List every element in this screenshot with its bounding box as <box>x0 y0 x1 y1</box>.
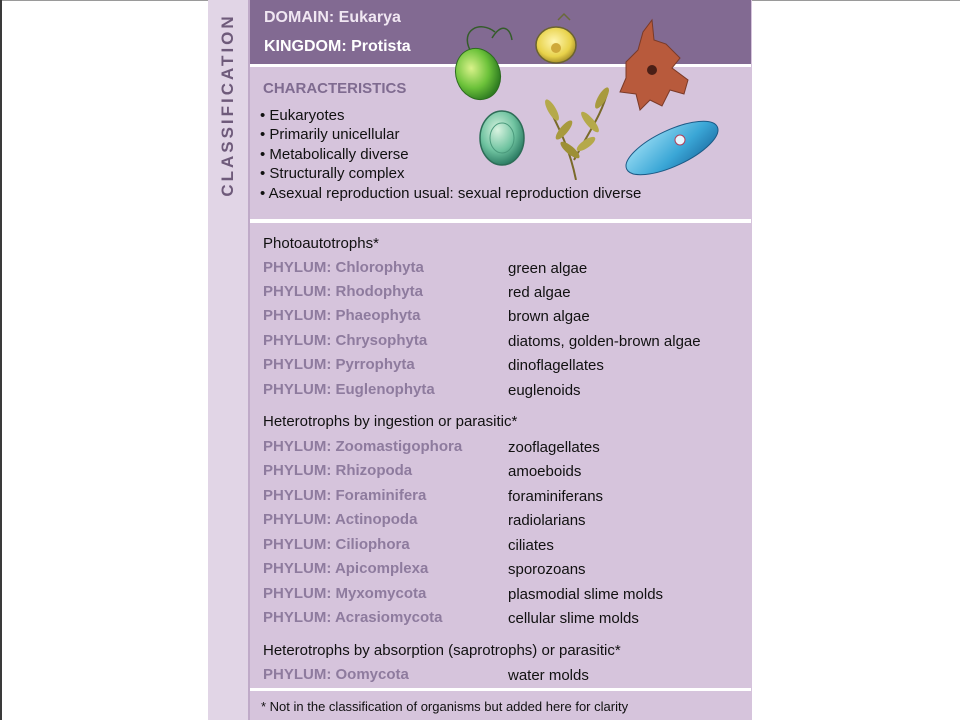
phylum-label: PHYLUM: Pyrrophyta <box>263 356 415 373</box>
diatom-icon <box>536 14 576 63</box>
section-divider <box>250 219 751 223</box>
common-name: ciliates <box>508 537 554 554</box>
common-name: diatoms, golden-brown algae <box>508 333 701 350</box>
green-alga-icon <box>448 27 512 106</box>
list-item: • Metabolically diverse <box>260 145 409 163</box>
common-name: water molds <box>508 667 589 684</box>
domain-title: DOMAIN: Eukarya <box>264 9 401 26</box>
common-name: zooflagellates <box>508 439 600 456</box>
phylum-label: PHYLUM: Euglenophyta <box>263 381 435 398</box>
group-title-photoautotrophs: Photoautotrophs* <box>263 235 379 252</box>
protist-illustrations <box>440 10 740 180</box>
phylum-label: PHYLUM: Myxomycota <box>263 585 427 602</box>
phylum-label: PHYLUM: Chrysophyta <box>263 332 428 349</box>
list-item: • Primarily unicellular <box>260 126 400 144</box>
common-name: radiolarians <box>508 512 586 529</box>
phylum-label: PHYLUM: Acrasiomycota <box>263 609 443 626</box>
characteristics-title: CHARACTERISTICS <box>263 80 407 97</box>
common-name: green algae <box>508 260 588 277</box>
phylum-label: PHYLUM: Rhizopoda <box>263 462 413 479</box>
common-name: cellular slime molds <box>508 610 639 627</box>
common-name: amoeboids <box>508 463 582 480</box>
footnote-divider <box>250 688 751 691</box>
amoeba-icon <box>620 20 688 110</box>
seaweed-icon <box>543 86 612 180</box>
left-border <box>0 0 2 720</box>
list-item: • Asexual reproduction usual: sexual reproduction diverse <box>260 184 642 202</box>
sidebar-label: CLASSIFICATION <box>218 13 237 197</box>
kingdom-title: KINGDOM: Protista <box>264 38 411 55</box>
phylum-label: PHYLUM: Foraminifera <box>263 487 427 504</box>
common-name: foraminiferans <box>508 488 604 505</box>
phylum-label: PHYLUM: Apicomplexa <box>263 560 429 577</box>
list-item: • Structurally complex <box>260 165 405 183</box>
phylum-label: PHYLUM: Rhodophyta <box>263 283 423 300</box>
phylum-label: PHYLUM: Ciliophora <box>263 536 410 553</box>
phylum-label: PHYLUM: Actinopoda <box>263 511 418 528</box>
common-name: sporozoans <box>508 561 586 578</box>
common-name: red algae <box>508 284 571 301</box>
list-item: • Eukaryotes <box>260 107 345 124</box>
common-name: euglenoids <box>508 382 581 399</box>
green-cell-icon <box>480 111 524 165</box>
group-title-heterotrophs-ingestion: Heterotrophs by ingestion or parasitic* <box>263 413 518 430</box>
phylum-label: PHYLUM: Phaeophyta <box>263 307 421 324</box>
phylum-label: PHYLUM: Chlorophyta <box>263 259 424 276</box>
common-name: brown algae <box>508 308 590 325</box>
paramecium-icon <box>619 111 725 180</box>
group-title-heterotrophs-absorption: Heterotrophs by absorption (saprotrophs) or parasitic* <box>263 642 621 659</box>
phylum-label: PHYLUM: Oomycota <box>263 666 409 683</box>
common-name: dinoflagellates <box>508 357 604 374</box>
common-name: plasmodial slime molds <box>508 586 664 603</box>
phylum-label: PHYLUM: Zoomastigophora <box>263 438 463 455</box>
footnote: * Not in the classification of organisms but added here for clarity <box>261 699 629 714</box>
